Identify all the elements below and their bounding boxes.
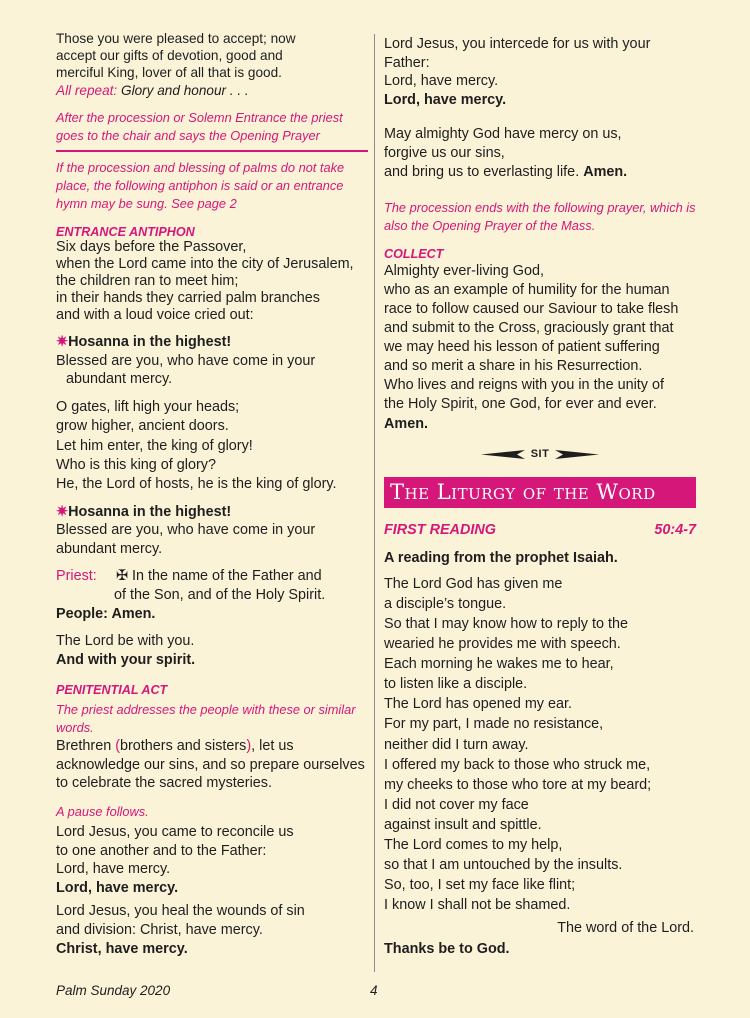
first-reading-label: FIRST READING xyxy=(384,522,496,539)
reading-line: The Lord has opened my ear. xyxy=(384,696,572,713)
collect-line: Almighty ever-living God, xyxy=(384,263,544,280)
brethren-part: , let us acknowledge our sins, and so prepare ourselves to celebrate the sacred mysteries. xyxy=(56,738,365,792)
reading-line: against insult and spittle. xyxy=(384,816,542,833)
posture-indicator xyxy=(384,448,696,460)
absolution-amen: Amen. xyxy=(583,163,628,180)
reading-line: I offered my back to those who struck me, xyxy=(384,756,651,773)
collect-header: COLLECT xyxy=(384,247,444,262)
greeting-response: And with your spirit. xyxy=(56,651,196,668)
reading-line: So, too, I set my face like flint; xyxy=(384,877,576,894)
hosanna-line xyxy=(56,503,368,522)
antiphon-text xyxy=(56,239,368,324)
collect-line: we may heed his lesson of patient suffering xyxy=(384,339,660,356)
hosanna-block-2 xyxy=(56,503,368,559)
hosanna-line xyxy=(56,333,368,352)
procession-end-rubric: The procession ends with the following prayer, which is also the Opening Prayer of the Mass. xyxy=(384,200,696,234)
sign-of-cross xyxy=(56,567,368,623)
sit-label: SIT xyxy=(530,448,550,461)
star-icon: ✷ xyxy=(56,503,69,520)
reading-line: so that I am untouched by the insults. xyxy=(384,857,623,874)
first-reading-reference: 50:4-7 xyxy=(654,522,696,539)
column-divider xyxy=(374,34,375,972)
reading-line: So that I may know how to reply to the xyxy=(384,615,628,632)
priest-line: In the name of the Father and xyxy=(128,568,322,585)
kyrie-3 xyxy=(384,35,696,109)
antiphon-line: in their hands they carried palm branches xyxy=(56,290,320,307)
first-reading-header xyxy=(384,522,696,538)
cross-icon: ✠ xyxy=(116,568,129,585)
kyrie-line: Lord Jesus, you intercede for us with your xyxy=(384,36,651,52)
kyrie-line: Father: xyxy=(384,54,430,71)
all-repeat-label: All repeat: xyxy=(56,82,118,98)
intro-line: accept our gifts of devotion, good and xyxy=(56,48,283,64)
penitential-act-header: PENITENTIAL ACT xyxy=(56,683,168,698)
reading-line: my cheeks to those who tore at my beard; xyxy=(384,776,652,793)
christe-line: and division: Christ, have mercy. xyxy=(56,922,263,939)
hosanna-text: Hosanna in the highest! xyxy=(68,503,232,520)
priest-row xyxy=(56,567,368,586)
footer-title: Palm Sunday 2020 xyxy=(56,983,171,998)
reading-line: wearied he provides me with speech. xyxy=(384,636,621,653)
reading-line: The Lord comes to my help, xyxy=(384,836,563,853)
greeting xyxy=(56,632,368,669)
antiphon-line: Six days before the Passover, xyxy=(56,238,247,255)
priest-line: of the Son, and of the Holy Spirit. xyxy=(114,586,326,603)
reading-line: Each morning he wakes me to hear, xyxy=(384,656,614,673)
pause-rubric: A pause follows. xyxy=(56,804,149,820)
blessed-line: Blessed are you, who have come in your xyxy=(56,352,316,369)
christe-response: Christ, have mercy. xyxy=(56,940,188,957)
collect-amen: Amen. xyxy=(384,416,428,433)
thanks-be-to-god: Thanks be to God. xyxy=(384,940,510,957)
absolution-line xyxy=(384,163,696,182)
collect-line: and so merit a share in his Resurrection. xyxy=(384,358,643,375)
kyrie-response: Lord, have mercy. xyxy=(384,91,507,108)
kyrie-line: Lord Jesus, you came to reconcile us xyxy=(56,824,294,841)
page-number: 4 xyxy=(370,983,378,998)
reading-text xyxy=(384,574,696,916)
psalm-line: grow higher, ancient doors. xyxy=(56,418,229,435)
brethren-text xyxy=(56,737,368,793)
absolution-line: forgive us our sins, xyxy=(384,144,505,161)
kyrie-line: Lord, have mercy. xyxy=(384,73,499,90)
collect-line: race to follow caused our Saviour to take flesh xyxy=(384,301,679,318)
section-banner xyxy=(384,477,696,508)
offertory-text xyxy=(56,30,368,99)
absolution xyxy=(384,125,696,181)
brethren-part: Brethren xyxy=(56,738,116,755)
psalm-line: Who is this king of glory? xyxy=(56,456,216,473)
christe-line: Lord Jesus, you heal the wounds of sin xyxy=(56,903,305,920)
kyrie-line: to one another and to the Father: xyxy=(56,842,267,859)
people-amen: People: Amen. xyxy=(56,605,156,622)
absolution-text: and bring us to everlasting life. xyxy=(384,163,584,180)
collect-line: and submit to the Cross, graciously grant that xyxy=(384,320,674,337)
reading-line: I did not cover my face xyxy=(384,796,529,813)
collect-line: Who lives and reigns with you in the unity of xyxy=(384,377,664,394)
priest-words xyxy=(116,567,322,586)
antiphon-line: the children ran to meet him; xyxy=(56,273,239,289)
reading-line: neither did I turn away. xyxy=(384,736,529,753)
intro-line: merciful King, lover of all that is good. xyxy=(56,65,282,81)
paren: ) xyxy=(246,738,252,755)
procession-rubric: After the procession or Solemn Entrance the priest goes to the chair and says the Opening Prayer xyxy=(56,109,343,143)
all-repeat-text: Glory and honour . . . xyxy=(117,82,249,98)
entrance-antiphon-header: ENTRANCE ANTIPHON xyxy=(56,224,195,239)
no-procession-rubric: If the procession and blessing of palms do not take place, the following antiphon is said or an entrance hymn may be sung. See page 2 xyxy=(56,159,345,211)
word-of-the-lord: The word of the Lord. xyxy=(557,920,694,937)
hosanna-text: Hosanna in the highest! xyxy=(68,334,232,351)
antiphon-line: and with a loud voice cried out: xyxy=(56,307,254,324)
priest-label: Priest: xyxy=(56,568,97,585)
intro-line: Those you were pleased to accept; now xyxy=(56,31,296,46)
psalm-line: O gates, lift high your heads; xyxy=(56,399,240,416)
greeting-priest: The Lord be with you. xyxy=(56,633,195,650)
arrow-left-icon xyxy=(481,450,525,459)
reading-line: For my part, I made no resistance, xyxy=(384,716,604,733)
all-repeat-line xyxy=(56,82,368,99)
pink-rule xyxy=(56,150,368,152)
banner-title: The Liturgy of the Word xyxy=(390,480,656,505)
arrow-right-icon xyxy=(555,450,599,459)
reading-line: to listen like a disciple. xyxy=(384,676,528,693)
kyrie-response: Lord, have mercy. xyxy=(56,879,179,896)
right-column xyxy=(384,35,696,959)
left-column xyxy=(56,30,368,958)
kyrie-1 xyxy=(56,823,368,897)
blessed-line: Blessed are you, who have come in your abundant mercy. xyxy=(56,522,316,557)
reading-title: A reading from the prophet Isaiah. xyxy=(384,550,618,567)
paren: ( xyxy=(115,738,120,755)
hosanna-block-1 xyxy=(56,333,368,389)
absolution-line: May almighty God have mercy on us, xyxy=(384,126,622,143)
collect-line: the Holy Spirit, one God, for ever and ever. xyxy=(384,396,657,413)
brethren-part: brothers and sisters xyxy=(120,738,247,755)
collect-line: who as an example of humility for the human xyxy=(384,282,670,299)
blessed-line: abundant mercy. xyxy=(66,371,173,388)
christe xyxy=(56,902,368,958)
kyrie-line: Lord, have mercy. xyxy=(56,861,171,878)
collect-text xyxy=(384,262,696,434)
antiphon-line: when the Lord came into the city of Jerusalem, xyxy=(56,255,354,272)
psalm-line: He, the Lord of hosts, he is the king of glory. xyxy=(56,476,337,493)
penitential-rubric: The priest addresses the people with these or similar words. xyxy=(56,702,356,736)
reading-line: I know I shall not be shamed. xyxy=(384,897,571,914)
reading-line: The Lord God has given me xyxy=(384,575,563,592)
psalm-text xyxy=(56,398,368,494)
reading-line: a disciple’s tongue. xyxy=(384,595,507,612)
psalm-line: Let him enter, the king of glory! xyxy=(56,437,253,454)
star-icon: ✷ xyxy=(56,334,69,351)
